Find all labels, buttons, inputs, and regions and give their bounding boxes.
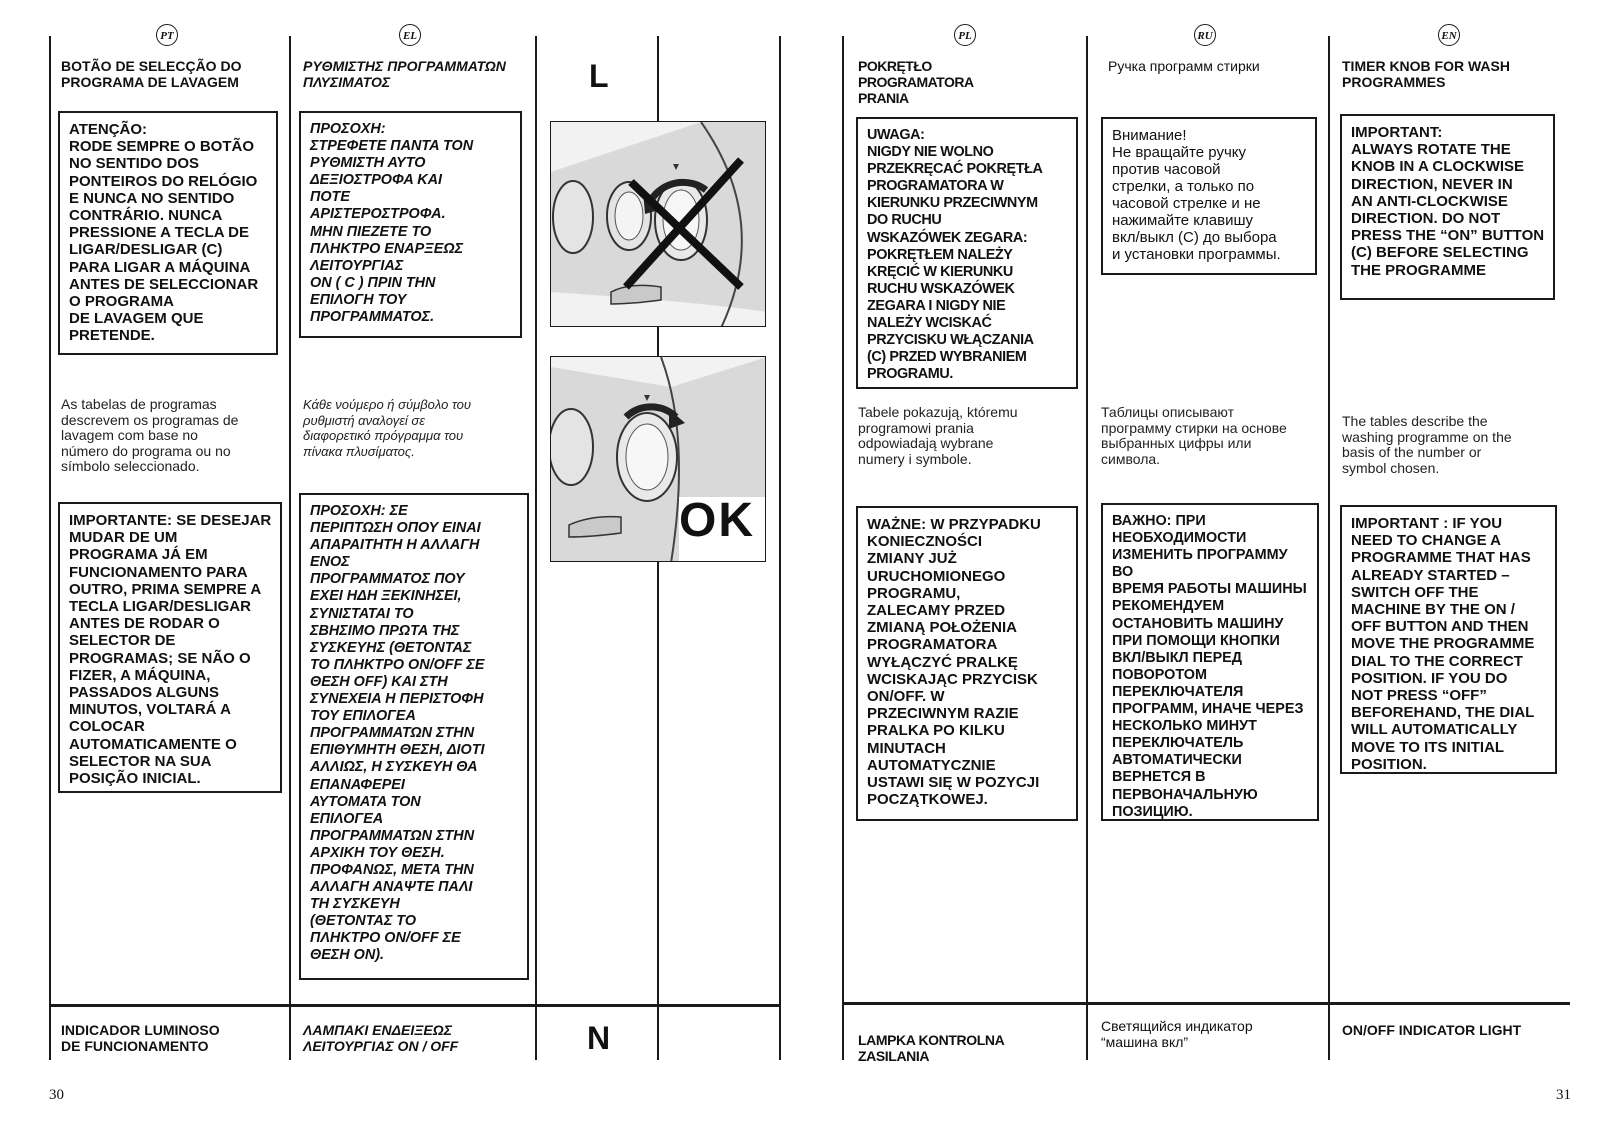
page-number-right: 31 [1556, 1087, 1571, 1103]
knob-wrong-illustration [550, 121, 766, 327]
pl-heading: POKRĘTŁO PROGRAMATORA PRANIA [858, 58, 974, 106]
ru-important-box: ВАЖНО: ПРИ НЕОБХОДИМОСТИ ИЗМЕНИТЬ ПРОГРАММУ ВО ВРЕМЯ РАБОТЫ МАШИНЫ РЕКОМЕНДУЕМ ОСТАНОВИТЬ МАШИНУ ПРИ ПОМОЩИ КНОПКИ ВКЛ/ВЫКЛ ПЕРЕД ПОВОРОТОМ ПЕРЕКЛЮЧАТЕЛЯ ПРОГРАММ, ИНАЧЕ ЧЕРЕЗ НЕСКОЛЬКО МИНУТ ПЕРЕКЛЮЧАТЕЛЬ АВТОМАТИЧЕСКИ ВЕРНЕТСЯ В ПЕРВОНАЧАЛЬНУЮ ПОЗИЦИЮ. [1101, 503, 1319, 821]
el-warning-box: ΠΡΟΣΟΧΗ: ΣΤΡΕΦΕΤΕ ΠΑΝΤΑ ΤΟΝ ΡΥΘΜΙΣΤΗ ΑΥΤΟ ΔΕΞΙΟΣΤΡΟΦΑ ΚΑΙ ΠΟΤΕ ΑΡΙΣΤΕΡΟΣΤΡΟΦΑ. ΜΗΝ ΠΙΕΖΕΤΕ ΤΟ ΠΛΗΚΤΡΟ ΕΝΑΡΞΕΩΣ ΛΕΙΤΟΥΡΓΙΑΣ ON ( C ) ΠΡΙΝ ΤΗΝ ΕΠΙΛΟΓΗ ΤΟΥ ΠΡΟΓΡΑΜΜΑΤΟΣ. [299, 111, 522, 338]
knob-correct-illustration [550, 356, 766, 562]
ru-footer-label: Светящийся индикатор “машина вкл” [1101, 1018, 1253, 1050]
pl-important-box: WAŻNE: W PRZYPADKU KONIECZNOŚCI ZMIANY JUŻ URUCHOMIONEGO PROGRAMU, ZALECAMY PRZED ZMIANĄ POŁOŻENIA PROGRAMATORA WYŁĄCZYĆ PRALKĘ WCISKAJĄC PRZYCISK ON/OFF. W PRZECIWNYM RAZIE PRALKA PO KILKU MINUTACH AUTOMATYCZNIE USTAWI SIĘ W POZYCJI POCZĄTKOWEJ. [856, 506, 1078, 821]
column-rule [289, 36, 291, 1060]
column-rule [49, 36, 51, 1060]
el-footer-label: ΛΑΜΠΑΚΙ ΕΝΔΕΙΞΕΩΣ ΛΕΙΤΟΥΡΓΙΑΣ ON / OFF [303, 1022, 459, 1054]
pt-important-box: IMPORTANTE: SE DESEJAR MUDAR DE UM PROGRAMA JÁ EM FUNCIONAMENTO PARA OUTRO, PRIMA SEMPRE A TECLA LIGAR/DESLIGAR ANTES DE RODAR O SELECTOR DE PROGRAMAS; SE NÃO O FIZER, A MÁQUINA, PASSADOS ALGUNS MINUTOS, VOLTARÁ A COLOCAR AUTOMATICAMENTE O SELECTOR NA SUA POSIÇÃO INICIAL. [58, 502, 282, 793]
page-number-left: 30 [49, 1087, 64, 1103]
el-heading: ΡΥΘΜΙΣΤΗΣ ΠΡΟΓΡΑΜΜΑΤΩΝ ΠΛΥΣΙΜΑΤΟΣ [303, 58, 506, 90]
language-badge-ru: RU [1194, 24, 1216, 46]
ru-warning-box: Внимание! Не вращайте ручку против часовой стрелки, а только по часовой стрелке и не нажимайте клавишу вкл/выкл (С) до выбора и установки программы. [1101, 117, 1317, 275]
label-l: L [589, 58, 609, 94]
el-intro-text: Κάθε νούμερο ή σύμβολο του ρυθμιστή αναλογεί σε διαφορετικό πρόγραμμα του πίνακα πλυσίματος. [303, 397, 472, 459]
en-important-box: IMPORTANT : IF YOU NEED TO CHANGE A PROGRAMME THAT HAS ALREADY STARTED – SWITCH OFF THE MACHINE BY THE ON / OFF BUTTON AND THEN MOVE THE PROGRAMME DIAL TO THE CORRECT POSITION. IF YOU DO NOT PRESS “OFF” BEFOREHAND, THE DIAL WILL AUTOMATICALLY MOVE TO ITS INITIAL POSITION. [1340, 505, 1557, 774]
column-rule [535, 36, 537, 1060]
en-footer-label: ON/OFF INDICATOR LIGHT [1342, 1022, 1522, 1038]
ru-heading: Ручка программ стирки [1108, 58, 1260, 74]
ru-intro-text: Таблицы описывают программу стирки на основе выбранных цифры или символа. [1101, 404, 1287, 467]
pt-warning-box: ATENÇÃO: RODE SEMPRE O BOTÃO NO SENTIDO DOS PONTEIROS DO RELÓGIO E NUNCA NO SENTIDO CONTRÁRIO. NUNCA PRESSIONE A TECLA DE LIGAR/DESLIGAR (C) PARA LIGAR A MÁQUINA ANTES DE SELECCIONAR O PROGRAMA DE LAVAGEM QUE PRETENDE. [58, 111, 278, 355]
column-rule [842, 36, 844, 1060]
pt-heading: BOTÃO DE SELECÇÃO DO PROGRAMA DE LAVAGEM [61, 58, 242, 90]
pl-intro-text: Tabele pokazują, któremu programowi prania odpowiadają wybrane numery i symbole. [858, 404, 1018, 467]
language-badge-el: EL [399, 24, 421, 46]
pt-footer-label: INDICADOR LUMINOSO DE FUNCIONAMENTO [61, 1022, 220, 1054]
pl-warning-box: UWAGA: NIGDY NIE WOLNO PRZEKRĘCAĆ POKRĘTŁA PROGRAMATORA W KIERUNKU PRZECIWNYM DO RUCHU WSKAZÓWEK ZEGARA: POKRĘTŁEM NALEŻY KRĘCIĆ W KIERUNKU RUCHU WSKAZÓWEK ZEGARA I NIGDY NIE NALEŻY WCISKAĆ PRZYCISKU WŁĄCZANIA (C) PRZED WYBRANIEM PROGRAMU. [856, 117, 1078, 389]
language-badge-en: EN [1438, 24, 1460, 46]
en-warning-box: IMPORTANT: ALWAYS ROTATE THE KNOB IN A CLOCKWISE DIRECTION, NEVER IN AN ANTI-CLOCKWISE DIRECTION. DO NOT PRESS THE “ON” BUTTON (C) BEFORE SELECTING THE PROGRAMME [1340, 114, 1555, 300]
column-rule [1086, 36, 1088, 1060]
pt-intro-text: As tabelas de programas descrevem os programas de lavagem com base no número do programa ou no símbolo seleccionado. [61, 396, 239, 474]
pl-footer-label: LAMPKA KONTROLNA ZASILANIA [858, 1032, 1005, 1064]
column-rule [1328, 36, 1330, 1060]
el-important-box: ΠΡΟΣΟΧΗ: ΣΕ ΠΕΡΙΠΤΩΣΗ ΟΠΟΥ ΕΙΝΑΙ ΑΠΑΡΑΙΤΗΤΗ Η ΑΛΛΑΓΗ ΕΝΟΣ ΠΡΟΓΡΑΜΜΑΤΟΣ ΠΟΥ ΕΧΕΙ ΗΔΗ ΞΕΚΙΝΗΣΕΙ, ΣΥΝΙΣΤΑΤΑΙ ΤΟ ΣΒΗΣΙΜΟ ΠΡΩΤΑ ΤΗΣ ΣΥΣΚΕΥΗΣ (ΘΕΤΟΝΤΑΣ ΤΟ ΠΛΗΚΤΡΟ ON/OFF ΣΕ ΘΕΣΗ OFF) ΚΑΙ ΣΤΗ ΣΥΝΕΧΕΙΑ Η ΠΕΡΙΣΤΟΦΗ ΤΟΥ ΕΠΙΛΟΓΕΑ ΠΡΟΓΡΑΜΜΑΤΩΝ ΣΤΗΝ ΕΠΙΘΥΜΗΤΗ ΘΕΣΗ, ΔΙΟΤΙ ΑΛΛΙΩΣ, Η ΣΥΣΚΕΥΗ ΘΑ ΕΠΑΝΑΦΕΡΕΙ ΑΥΤΟΜΑΤΑ ΤΟΝ ΕΠΙΛΟΓΕΑ ΠΡΟΓΡΑΜΜΑΤΩΝ ΣΤΗΝ ΑΡΧΙΚΗ ΤΟΥ ΘΕΣΗ. ΠΡΟΦΑΝΩΣ, ΜΕΤΑ ΤΗΝ ΑΛΛΑΓΗ ΑΝΑΨΤΕ ΠΑΛΙ ΤΗ ΣΥΣΚΕΥΗ (ΘΕΤΟΝΤΑΣ ΤΟ ΠΛΗΚΤΡΟ ON/OFF ΣΕ ΘΕΣΗ ON). [299, 493, 529, 980]
en-heading: TIMER KNOB FOR WASH PROGRAMMES [1342, 58, 1510, 90]
footer-rule [842, 1002, 1570, 1005]
en-intro-text: The tables describe the washing programme on the basis of the number or symbol chosen. [1342, 413, 1512, 476]
language-badge-pt: PT [156, 24, 178, 46]
language-badge-pl: PL [954, 24, 976, 46]
ok-label: OK [679, 494, 755, 547]
footer-rule [49, 1004, 780, 1007]
column-rule [779, 36, 781, 1060]
label-n: N [587, 1020, 611, 1056]
